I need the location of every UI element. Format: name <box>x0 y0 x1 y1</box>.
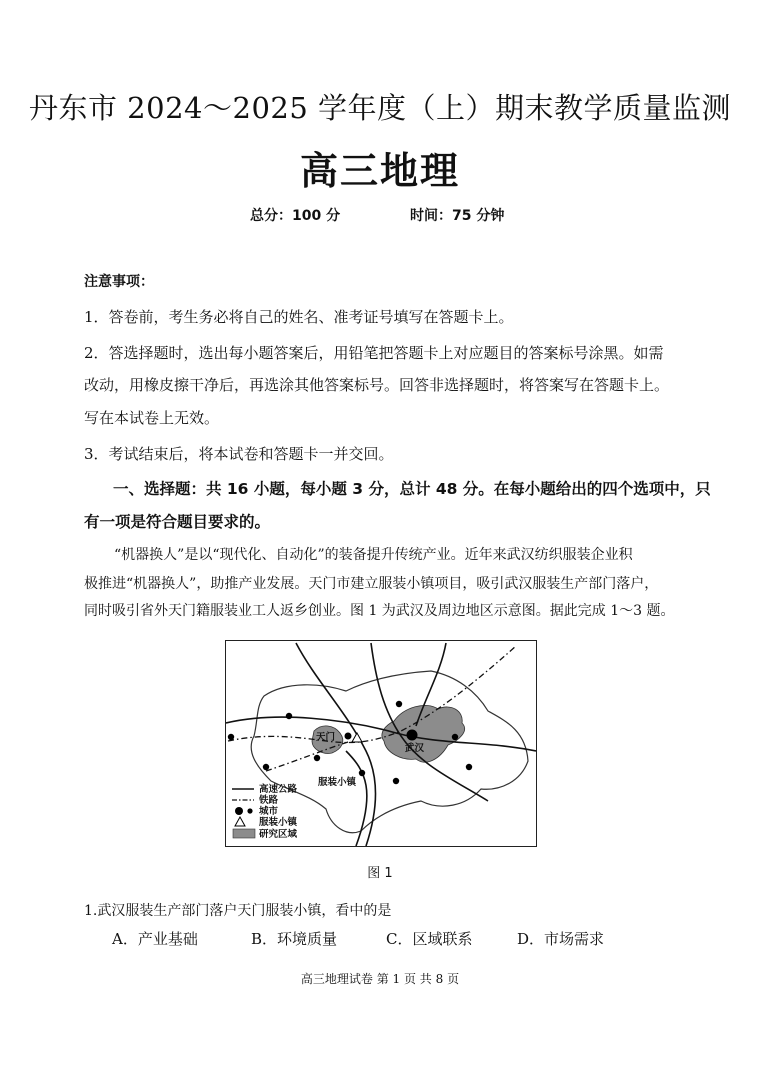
legend-city-label: 城市 <box>259 806 279 817</box>
notice-item: 2．答选择题时，选出每小题答案后，用铅笔把答题卡上对应题目的答案标号涂黑。如需 <box>84 344 664 362</box>
city-dot <box>452 734 458 740</box>
notice-item: 改动，用橡皮擦干净后，再选涂其他答案标号。回答非选择题时，将答案写在答题卡上。 <box>84 376 670 394</box>
option-c[interactable]: C．区域联系 <box>386 930 473 948</box>
section-heading: 一、选择题：共 16 小题，每小题 3 分，总计 48 分。在每小题给出的四个选项中，只 <box>113 480 711 498</box>
city-dot <box>393 778 399 784</box>
city-dot <box>345 733 352 740</box>
legend-railway-label: 铁路 <box>259 795 279 806</box>
passage-line: 同时吸引省外天门籍服装业工人返乡创业。图 1 为武汉及周边地区示意图。据此完成 1～3 题。 <box>84 603 675 619</box>
city-dot <box>314 755 320 761</box>
option-a[interactable]: A．产业基础 <box>112 930 198 948</box>
region-outline <box>251 671 528 833</box>
total-score: 总分：100 分 <box>250 208 341 224</box>
option-d[interactable]: D．市场需求 <box>517 930 605 948</box>
option-b[interactable]: B．环境质量 <box>251 930 338 948</box>
notice-item: 写在本试卷上无效。 <box>84 409 220 427</box>
garment-town-triangle <box>352 733 362 742</box>
time-limit: 时间：75 分钟 <box>410 208 505 224</box>
legend-town-triangle <box>235 817 245 826</box>
notice-item: 1．答卷前，考生务必将自己的姓名、准考证号填写在答题卡上。 <box>84 308 514 326</box>
figure-caption: 图 1 <box>367 866 393 881</box>
subject-title: 高三地理 <box>299 149 460 193</box>
tianmen-label: 天门 <box>316 732 336 743</box>
wuhan-label: 武汉 <box>405 743 425 754</box>
section-heading-cont: 有一项是符合题目要求的。 <box>84 513 271 531</box>
wuhan-region-map <box>225 640 537 847</box>
highway-line <box>226 717 536 751</box>
legend-study-area-label: 研究区域 <box>259 829 298 840</box>
city-dot <box>396 701 402 707</box>
city-dot <box>359 770 365 776</box>
question-stem: 1.武汉服装生产部门落户天门服装小镇，看中的是 <box>84 903 392 919</box>
notice-heading: 注意事项： <box>84 274 154 290</box>
city-dot <box>228 734 234 740</box>
legend-study-area-swatch <box>233 829 255 838</box>
passage-line: 极推进“机器换人”，助推产业发展。天门市建立服装小镇项目，吸引武汉服装生产部门落户， <box>84 576 659 592</box>
passage-line: “机器换人”是以“现代化、自动化”的装备提升传统产业。近年来武汉纺织服装企业积 <box>114 547 633 563</box>
garment-town-label: 服装小镇 <box>318 777 357 788</box>
city-dot <box>263 764 269 770</box>
city-dot <box>407 730 418 741</box>
page-footer: 高三地理试卷 第 1 页 共 8 页 <box>300 972 460 986</box>
railway-line <box>228 646 516 743</box>
exam-title: 丹东市 2024～2025 学年度（上）期末教学质量监测 <box>28 91 732 125</box>
legend-city-big <box>235 807 243 815</box>
legend-city-small <box>247 808 252 813</box>
legend-town-label: 服装小镇 <box>259 817 298 828</box>
city-dot <box>286 713 292 719</box>
city-dot <box>466 764 472 770</box>
notice-item: 3．考试结束后，将本试卷和答题卡一并交回。 <box>84 445 394 463</box>
legend-highway-label: 高速公路 <box>259 784 298 795</box>
